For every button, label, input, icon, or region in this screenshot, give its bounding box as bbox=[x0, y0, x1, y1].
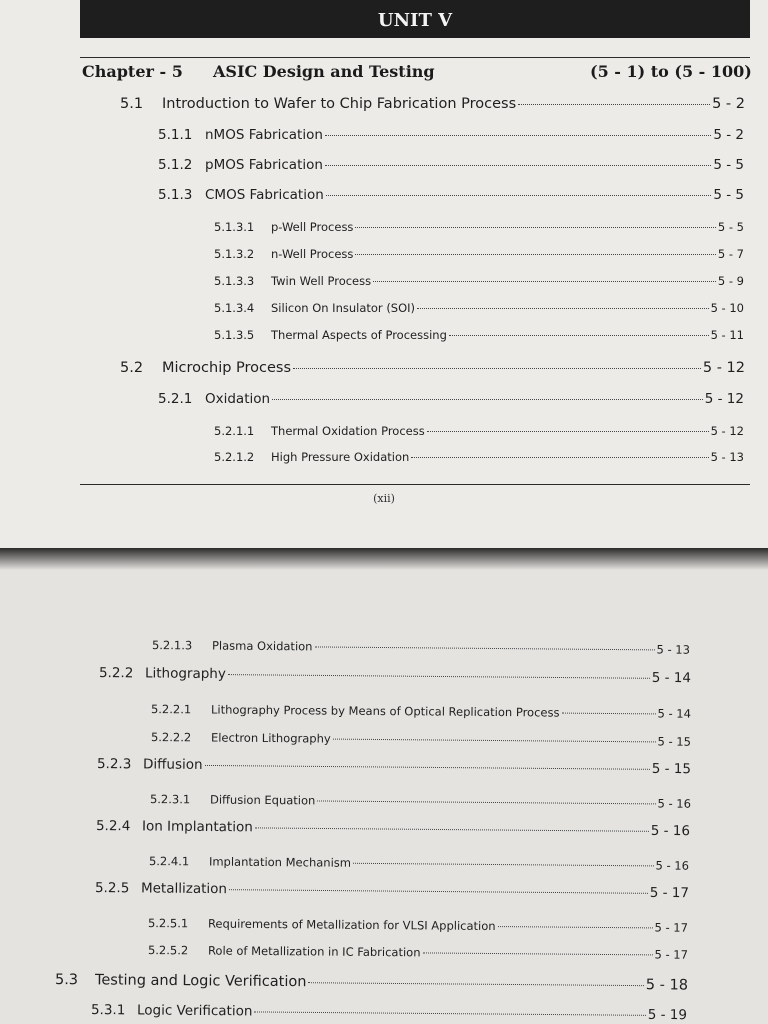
entry-title: Diffusion Equation bbox=[209, 792, 316, 808]
leader-dots bbox=[325, 165, 711, 166]
entry-title: Requirements of Metallization for VLSI Application bbox=[207, 916, 496, 934]
unit-banner: UNIT V bbox=[80, 0, 750, 38]
leader-dots bbox=[308, 982, 643, 986]
leader-dots bbox=[325, 135, 711, 136]
entry-title: Diffusion bbox=[142, 756, 203, 773]
entry-number: 5.2.3 bbox=[96, 756, 132, 773]
entry-title: High Pressure Oxidation bbox=[271, 450, 410, 464]
leader-dots bbox=[229, 889, 648, 894]
lower-book-page bbox=[0, 548, 768, 1024]
leader-dots bbox=[423, 952, 653, 955]
leader-dots bbox=[293, 368, 701, 369]
entry-number: 5.1.1 bbox=[158, 127, 193, 143]
entry-number: 5.2.3.1 bbox=[149, 792, 191, 807]
toc-entry[interactable] bbox=[158, 187, 744, 203]
entry-number: 5.2.4.1 bbox=[148, 854, 190, 869]
entry-title: Lithography Process by Means of Optical Replication Process bbox=[210, 702, 560, 720]
entry-number: 5.2.5 bbox=[94, 880, 130, 897]
entry-page: 5 - 16 bbox=[650, 822, 691, 840]
entry-page: 5 - 14 bbox=[651, 669, 692, 687]
entry-number: 5.2.5.2 bbox=[147, 943, 189, 958]
entry-page: 5 - 5 bbox=[717, 220, 744, 234]
entry-title: Testing and Logic Verification bbox=[94, 972, 307, 991]
leader-dots bbox=[355, 254, 715, 255]
entry-page: 5 - 17 bbox=[654, 947, 689, 962]
entry-title: Lithography bbox=[144, 665, 226, 683]
entry-title: n-Well Process bbox=[271, 247, 354, 261]
leader-dots bbox=[205, 765, 650, 770]
entry-page: 5 - 10 bbox=[710, 301, 744, 315]
entry-title: Introduction to Wafer to Chip Fabrication Process bbox=[162, 96, 517, 112]
entry-number: 5.1.3.1 bbox=[214, 220, 255, 234]
entry-number: 5.1.3.3 bbox=[214, 274, 255, 288]
entry-number: 5.3.1 bbox=[90, 1002, 126, 1019]
entry-page: 5 - 18 bbox=[645, 977, 689, 994]
entry-number: 5.1.3 bbox=[158, 187, 193, 203]
entry-page: 5 - 5 bbox=[713, 187, 744, 203]
leader-dots bbox=[518, 104, 710, 105]
entry-title: Plasma Oxidation bbox=[211, 638, 313, 654]
entry-number: 5.2.4 bbox=[95, 818, 131, 835]
toc-entry[interactable] bbox=[96, 818, 690, 839]
entry-page: 5 - 14 bbox=[657, 706, 692, 721]
leader-dots bbox=[254, 1011, 645, 1015]
leader-dots bbox=[272, 399, 703, 400]
entry-number: 5.1.3.4 bbox=[214, 301, 255, 315]
toc-entry[interactable] bbox=[151, 702, 691, 721]
page-number: (xii) bbox=[373, 492, 395, 505]
entry-number: 5.2.1.2 bbox=[214, 450, 255, 464]
leader-dots bbox=[498, 926, 653, 928]
toc-entry[interactable] bbox=[214, 274, 744, 288]
entry-page: 5 - 12 bbox=[702, 360, 745, 376]
toc-entry[interactable] bbox=[99, 665, 691, 686]
entry-page: 5 - 15 bbox=[651, 760, 692, 778]
entry-page: 5 - 17 bbox=[649, 884, 690, 902]
leader-dots bbox=[427, 431, 709, 432]
toc-entry[interactable] bbox=[150, 792, 691, 811]
entry-page: 5 - 2 bbox=[713, 127, 744, 143]
toc-entry[interactable] bbox=[152, 638, 690, 657]
toc-entry[interactable] bbox=[158, 157, 744, 173]
toc-entry[interactable] bbox=[55, 972, 688, 994]
entry-title: Role of Metallization in IC Fabrication bbox=[207, 943, 421, 960]
entry-number: 5.2.2.2 bbox=[150, 730, 192, 745]
entry-title: Silicon On Insulator (SOI) bbox=[271, 301, 416, 315]
toc-entry[interactable] bbox=[214, 247, 744, 261]
entry-page: 5 - 16 bbox=[657, 796, 692, 811]
entry-title: p-Well Process bbox=[271, 220, 354, 234]
entry-number: 5.1.3.2 bbox=[214, 247, 255, 261]
entry-number: 5.2.1 bbox=[158, 391, 193, 407]
leader-dots bbox=[255, 827, 649, 831]
entry-page: 5 - 19 bbox=[647, 1006, 688, 1024]
entry-title: pMOS Fabrication bbox=[205, 157, 323, 173]
leader-dots bbox=[355, 227, 715, 228]
entry-title: Metallization bbox=[140, 880, 228, 898]
leader-dots bbox=[326, 195, 712, 196]
entry-page: 5 - 5 bbox=[713, 157, 744, 173]
entry-title: Thermal Oxidation Process bbox=[271, 424, 425, 438]
entry-title: Logic Verification bbox=[136, 1002, 253, 1020]
leader-dots bbox=[333, 739, 656, 743]
page-gap-shadow bbox=[0, 548, 768, 570]
entry-page: 5 - 12 bbox=[704, 391, 744, 407]
entry-number: 5.2.1.1 bbox=[214, 424, 255, 438]
entry-number: 5.1.2 bbox=[158, 157, 193, 173]
footer-rule bbox=[80, 484, 750, 485]
leader-dots bbox=[417, 308, 709, 309]
entry-number: 5.2.5.1 bbox=[147, 916, 189, 931]
entry-number: 5.2 bbox=[120, 360, 144, 376]
entry-title: Ion Implantation bbox=[141, 818, 253, 836]
entry-title: Implantation Mechanism bbox=[208, 854, 352, 870]
toc-entry[interactable] bbox=[158, 391, 744, 407]
entry-page: 5 - 16 bbox=[655, 858, 690, 873]
entry-number: 5.2.1.3 bbox=[151, 638, 193, 653]
entry-title: Electron Lithography bbox=[210, 730, 331, 746]
entry-title: Microchip Process bbox=[162, 360, 292, 376]
entry-title: Oxidation bbox=[205, 391, 271, 407]
toc-entry[interactable] bbox=[214, 220, 744, 234]
toc-entry[interactable] bbox=[120, 96, 745, 112]
entry-page: 5 - 11 bbox=[710, 328, 744, 342]
entry-page: 5 - 12 bbox=[710, 424, 744, 438]
leader-dots bbox=[353, 863, 654, 867]
leader-dots bbox=[561, 713, 655, 715]
toc-entry[interactable] bbox=[120, 360, 745, 376]
header-rule bbox=[80, 57, 750, 58]
toc-entry[interactable] bbox=[214, 450, 744, 464]
entry-number: 5.1.3.5 bbox=[214, 328, 255, 342]
entry-page: 5 - 2 bbox=[712, 96, 745, 112]
toc-entry[interactable] bbox=[91, 1002, 687, 1023]
toc-entry[interactable] bbox=[158, 127, 744, 143]
toc-entry[interactable] bbox=[95, 880, 689, 901]
entry-number: 5.1 bbox=[120, 96, 144, 112]
entry-page: 5 - 15 bbox=[657, 734, 692, 749]
chapter-label: Chapter - 5 bbox=[82, 62, 183, 81]
toc-entry[interactable] bbox=[214, 328, 744, 342]
toc-entry[interactable] bbox=[214, 301, 744, 315]
leader-dots bbox=[315, 646, 655, 650]
entry-title: CMOS Fabrication bbox=[205, 187, 324, 203]
leader-dots bbox=[411, 457, 708, 458]
entry-page: 5 - 17 bbox=[654, 920, 689, 935]
entry-page: 5 - 13 bbox=[710, 450, 744, 464]
toc-entry[interactable] bbox=[214, 424, 744, 438]
entry-page: 5 - 7 bbox=[717, 247, 744, 261]
toc-entry[interactable] bbox=[151, 730, 691, 749]
toc-entry[interactable] bbox=[97, 756, 691, 777]
chapter-title: ASIC Design and Testing bbox=[213, 62, 435, 81]
toc-entry[interactable] bbox=[148, 916, 688, 935]
toc-entry[interactable] bbox=[148, 943, 688, 962]
entry-page: 5 - 13 bbox=[656, 642, 691, 657]
leader-dots bbox=[373, 281, 716, 282]
chapter-page-range: (5 - 1) to (5 - 100) bbox=[590, 62, 752, 81]
entry-title: Thermal Aspects of Processing bbox=[271, 328, 447, 342]
entry-number: 5.3 bbox=[54, 972, 79, 989]
entry-number: 5.2.2 bbox=[98, 665, 134, 682]
toc-entry[interactable] bbox=[149, 854, 689, 873]
leader-dots bbox=[317, 800, 655, 804]
entry-title: Twin Well Process bbox=[271, 274, 372, 288]
leader-dots bbox=[449, 335, 709, 336]
entry-title: nMOS Fabrication bbox=[205, 127, 323, 143]
leader-dots bbox=[228, 674, 650, 679]
entry-number: 5.2.2.1 bbox=[150, 702, 192, 717]
entry-page: 5 - 9 bbox=[717, 274, 744, 288]
